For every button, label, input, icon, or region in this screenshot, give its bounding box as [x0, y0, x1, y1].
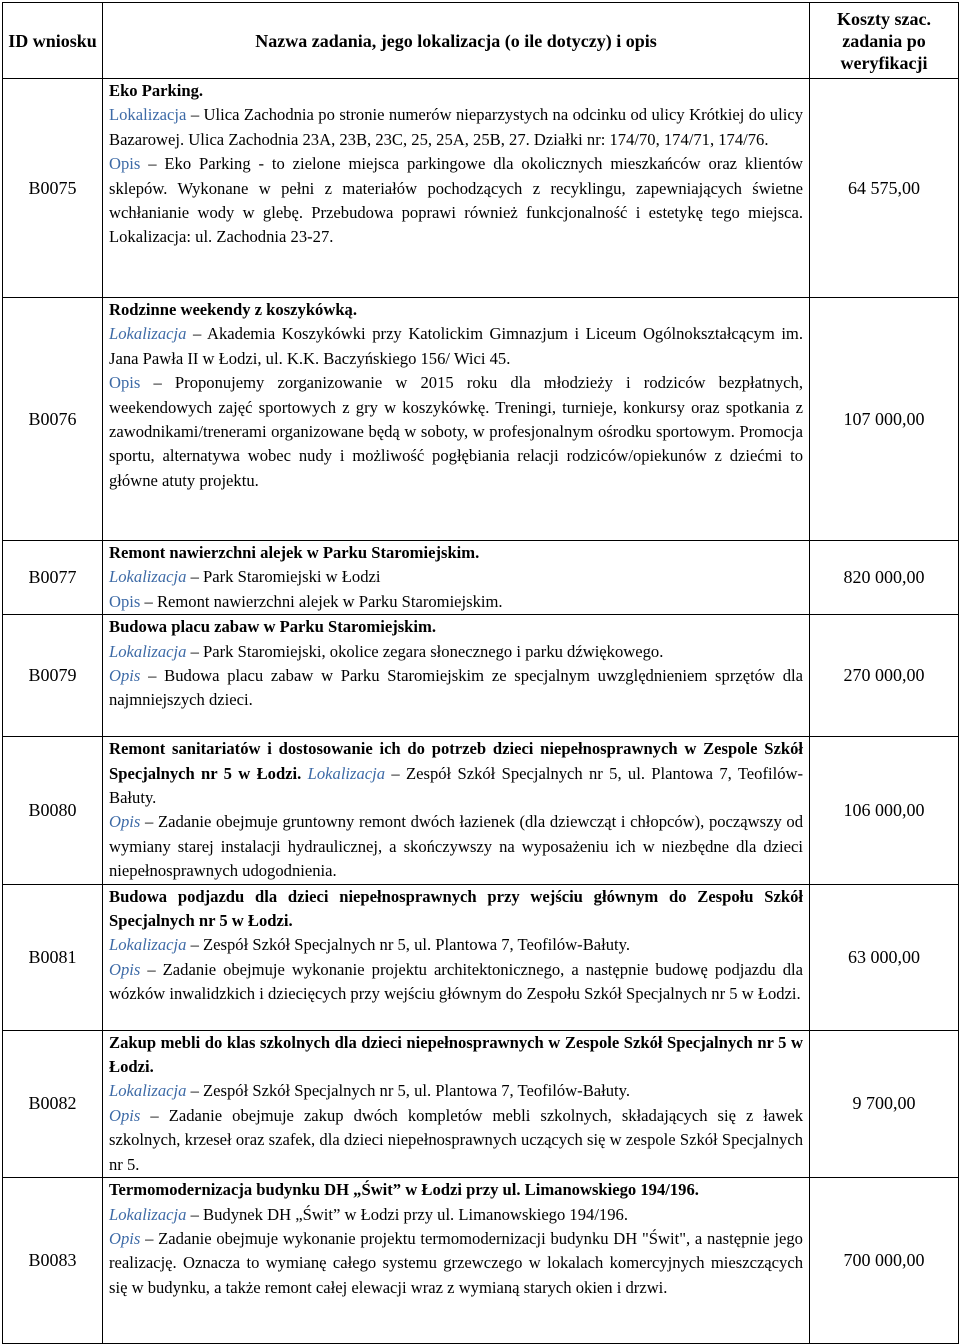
task-description: Opis – Zadanie obejmuje wykonanie projektu architektonicznego, a następnie budowę podjazdu dla wózków inwalidzkich i dziecięcych przy wejściu głównym do Zespołu Szkół Specjalnych nr 5 w Łodzi. [109, 959, 803, 1004]
task-location: Lokalizacja – Akademia Koszykówki przy Katolickim Gimnazjum i Liceum Ogólnokształcącym im. Jana Pawła II w Łodzi, ul. K.K. Baczyńskiego 156/ Wici 45. [109, 324, 803, 368]
description-label: Opis [109, 373, 141, 393]
task-title: Rodzinne weekendy z koszykówką. [109, 300, 358, 319]
location-label: Lokalizacja [109, 1081, 187, 1101]
description-label: Opis [109, 591, 141, 611]
task-description: Opis – Eko Parking - to zielone miejsca parkingowe dla okolicznych mieszkańców oraz klientów sklepów. Wykonane w pełni z materiałów pochodzących z recyklingu, zapewniających świetne wchłanianie wody w glebę. Przebudowa poprawi również funkcjonalność i estetykę tego miejsca. Lokalizacja: ul. Zachodnia 23-27. [109, 154, 803, 247]
task-table [2, 2, 959, 1344]
description-label: Opis [109, 154, 141, 174]
task-title: Budowa placu zabaw w Parku Staromiejskim. [109, 617, 436, 637]
row-id: B0076 [3, 298, 103, 541]
row-cost: 700 000,00 [810, 1178, 959, 1344]
row-description [103, 79, 810, 298]
row-cost: 107 000,00 [810, 298, 959, 541]
task-description: Opis – Budowa placu zabaw w Parku Staromiejskim ze specjalnym uwzględnieniem sprzętów dla najmniejszych dzieci. [109, 666, 803, 710]
row-id: B0080 [3, 737, 103, 884]
row-cost: 270 000,00 [810, 615, 959, 737]
row-id: B0075 [3, 79, 103, 298]
task-description: Opis – Zadanie obejmuje zakup dwóch kompletów mebli szkolnych, składających się z ławek szkolnych, krzeseł oraz szafek, dla dzieci niepełnosprawnych uczących się w zespole Szkół Specjalnych nr 5. [109, 1105, 803, 1174]
row-cost: 64 575,00 [810, 79, 959, 298]
row-description [103, 884, 810, 1030]
location-label: Lokalizacja [109, 1204, 187, 1224]
description-label: Opis [109, 1105, 141, 1125]
row-id: B0081 [3, 884, 103, 1030]
task-title: Zakup mebli do klas szkolnych dla dzieci niepełnosprawnych w Zespole Szkół Specjalnych nr 5 w Łodzi. [109, 1032, 803, 1077]
task-location: Lokalizacja – Ulica Zachodnia po stronie numerów nieparzystych na odcinku od ulicy Krótkiej do ulicy Bazarowej. Ulica Zachodnia 23A, 23B, 23C, 25, 25A, 25B, 27. Działki nr: 174/70, 174/71, 174/76. [109, 105, 803, 149]
row-cost: 106 000,00 [810, 737, 959, 884]
location-label: Lokalizacja [307, 763, 386, 783]
task-description: Opis – Remont nawierzchni alejek w Parku Staromiejskim. [109, 591, 503, 611]
task-location: Lokalizacja – Park Staromiejski, okolice zegara słonecznego i parku dźwiękowego. [109, 641, 664, 661]
task-location: Lokalizacja – Park Staromiejski w Łodzi [109, 567, 381, 587]
row-id: B0077 [3, 541, 103, 615]
task-description: Opis – Zadanie obejmuje wykonanie projektu termomodernizacji budynku DH "Świt", a następnie jego realizację. Oznacza to wymianę całego systemu grzewczego w lokalach komercyjnych mieszczących się w budynku, a także remont całej elewacji wraz z wymianą starych okien i drzwi. [109, 1228, 803, 1297]
header-description: Nazwa zadania, jego lokalizacja (o ile dotyczy) i opis [103, 3, 810, 79]
row-cost: 820 000,00 [810, 541, 959, 615]
task-location: Lokalizacja – Zespół Szkół Specjalnych nr 5, ul. Plantowa 7, Teofilów-Bałuty. [109, 1081, 631, 1101]
task-title: Remont sanitariatów i dostosowanie ich do potrzeb dzieci niepełnosprawnych w Zespole Szkół Specjalnych nr 5 w Łodzi. [109, 739, 803, 783]
task-description: Opis – Proponujemy zorganizowanie w 2015 roku dla młodzieży i rodziców bezpłatnych, weekendowych zajęć sportowych z gry w koszykówkę. Treningi, turnieje, konkursy oraz spotkania z zawodnikami/trenerami organizowane będą w soboty, w profesjonalnym ośrodku sportowym. Promocja sportu, alternatywa wobec nudy i możliwość pogłębiania relacji rodziców/opiekunów z dziećmi to główne atuty projektu. [109, 373, 803, 490]
row-id: B0082 [3, 1030, 103, 1177]
table-header-row [3, 3, 959, 79]
row-description [103, 737, 810, 884]
table-row [3, 541, 959, 615]
location-label: Lokalizacja [109, 567, 187, 587]
location-label: Lokalizacja [109, 935, 187, 955]
task-location: Lokalizacja – Zespół Szkół Specjalnych nr 5, ul. Plantowa 7, Teofilów-Bałuty. [109, 763, 804, 808]
description-label: Opis [109, 1228, 141, 1248]
row-cost: 63 000,00 [810, 884, 959, 1030]
header-id: ID wniosku [3, 3, 103, 79]
table-row [3, 615, 959, 737]
row-id: B0079 [3, 615, 103, 737]
document-page [2, 2, 958, 1318]
row-cost: 9 700,00 [810, 1030, 959, 1177]
description-label: Opis [109, 666, 141, 686]
task-location: Lokalizacja – Zespół Szkół Specjalnych nr 5, ul. Plantowa 7, Teofilów-Bałuty. [109, 935, 631, 955]
header-cost: Koszty szac. zadania po weryfikacji [810, 3, 959, 79]
location-label: Lokalizacja [109, 324, 187, 344]
table-row [3, 79, 959, 298]
row-description [103, 298, 810, 541]
description-label: Opis [109, 959, 141, 979]
row-description [103, 1178, 810, 1344]
task-title: Eko Parking. [109, 81, 204, 100]
description-label: Opis [109, 812, 141, 832]
location-label: Lokalizacja [109, 641, 187, 661]
table-row [3, 1178, 959, 1344]
task-description: Opis – Zadanie obejmuje gruntowny remont dwóch łazienek (dla dziewcząt i chłopców), począwszy od wymiany starej instalacji hydraulicznej, a skończywszy na wyposażeniu ich w niezbędne dla dzieci niepełnosprawnych udogodnienia. [109, 812, 803, 881]
location-label: Lokalizacja [109, 105, 187, 125]
task-title: Remont nawierzchni alejek w Parku Staromiejskim. [109, 543, 480, 562]
row-id: B0083 [3, 1178, 103, 1344]
task-title: Termomodernizacja budynku DH „Świt” w Łodzi przy ul. Limanowskiego 194/196. [109, 1180, 699, 1200]
row-description [103, 541, 810, 615]
table-row [3, 884, 959, 1030]
row-description [103, 1030, 810, 1177]
row-description [103, 615, 810, 737]
table-row [3, 1030, 959, 1177]
task-location: Lokalizacja – Budynek DH „Świt” w Łodzi przy ul. Limanowskiego 194/196. [109, 1204, 628, 1224]
table-row [3, 737, 959, 884]
table-row [3, 298, 959, 541]
task-title: Budowa podjazdu dla dzieci niepełnosprawnych przy wejściu głównym do Zespołu Szkół Specjalnych nr 5 w Łodzi. [109, 886, 803, 931]
